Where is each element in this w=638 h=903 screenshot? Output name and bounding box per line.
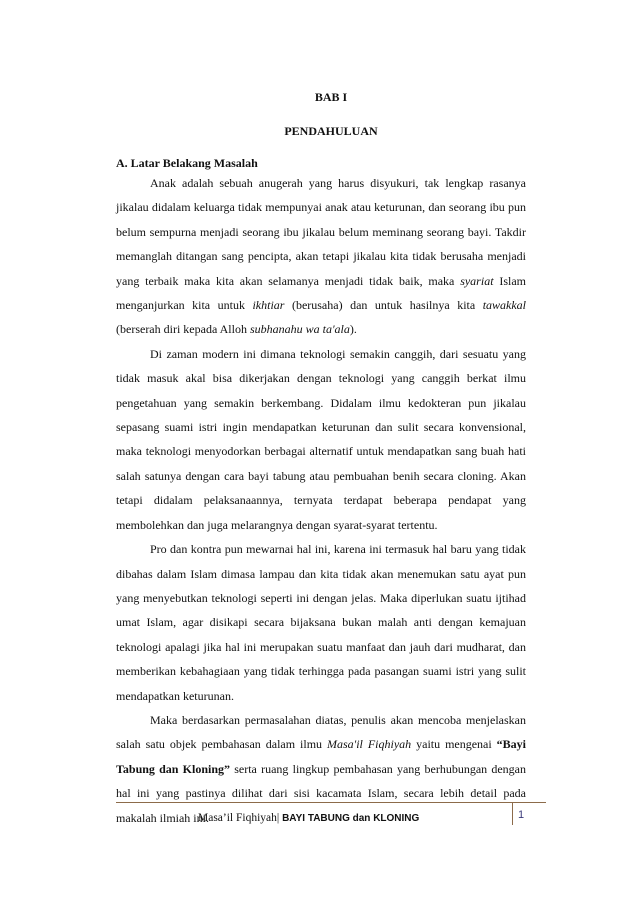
section-heading: A. Latar Belakang Masalah: [116, 156, 258, 170]
footer-course: Masa’il Fiqhiyah|: [198, 812, 280, 824]
footer: [198, 812, 419, 824]
footer-book-title: BAYI TABUNG dan KLONING: [282, 813, 420, 824]
chapter-number: BAB I: [314, 90, 348, 104]
chapter-title: PENDAHULUAN: [284, 124, 378, 138]
paragraph-3: Pro dan kontra pun mewarnai hal ini, karena ini termasuk hal baru yang tidak dibahas dalam Islam dimasa lampau dan kita tidak akan menemukan satu ayat pun yang menyebutkan teknologi seperti ini dengan jelas. Maka diperlukan suatu ijtihad umat Islam, agar disikapi secara bijaksana bukan malah anti dengan kemajuan teknologi apalagi jika hal ini merupakan suatu manfaat dan jauh dari mudharat, dan memberikan kebahagiaan yang tidak terhingga pada pasangan suami istri yang sulit mendapatkan keturunan.: [116, 542, 526, 703]
paragraph-2: Di zaman modern ini dimana teknologi semakin canggih, dari sesuatu yang tidak masuk akal bisa dikerjakan dengan teknologi yang canggih berkat ilmu pengetahuan yang semakin berkembang. Didalam ilmu kedokteran pun jikalau sepasang suami istri ingin mendapatkan keturunan dan sulit secara konvensional, maka teknologi menyodorkan berbagai alternatif untuk mendapatkan sang buah hati salah satunya dengan cara bayi tabung atau pembuahan benih secara cloning. Akan tetapi didalam pelaksanaannya, ternyata terdapat beberapa pendapat yang membolehkan dan juga melarangnya dengan syarat-syarat tertentu.: [116, 346, 526, 532]
paragraph-4: Maka berdasarkan permasalahan diatas, penulis akan mencoba menjelaskan salah satu objek pembahasan dalam ilmu Masa'il Fiqhiyah yaitu mengenai “Bayi Tabung dan Kloning” serta ruang lingkup pembahasan yang berhubungan dengan hal ini yang pastinya dilihat dari sisi kacamata Islam, secara lebih detail pada makalah ilmiah ini.: [116, 712, 527, 825]
body-text: [116, 171, 526, 830]
page-number: 1: [512, 803, 532, 825]
paragraph-1: Anak adalah sebuah anugerah yang harus disyukuri, tak lengkap rasanya jikalau didalam keluarga tidak mempunyai anak atau keturunan, dan seorang ibu pun belum sempurna menjadi seorang ibu jikalau belum meminang seorang bayi. Takdir memanglah ditangan sang pencipta, akan tetapi jikalau kita tidak berusaha menjadi yang terbaik maka kita akan selamanya menjadi tidak baik, maka syariat Islam menganjurkan kita untuk ikhtiar (berusaha) dan untuk hasilnya kita tawakkal (berserah diri kepada Alloh subhanahu wa ta'ala).: [116, 176, 527, 337]
footer-divider: [116, 802, 546, 803]
